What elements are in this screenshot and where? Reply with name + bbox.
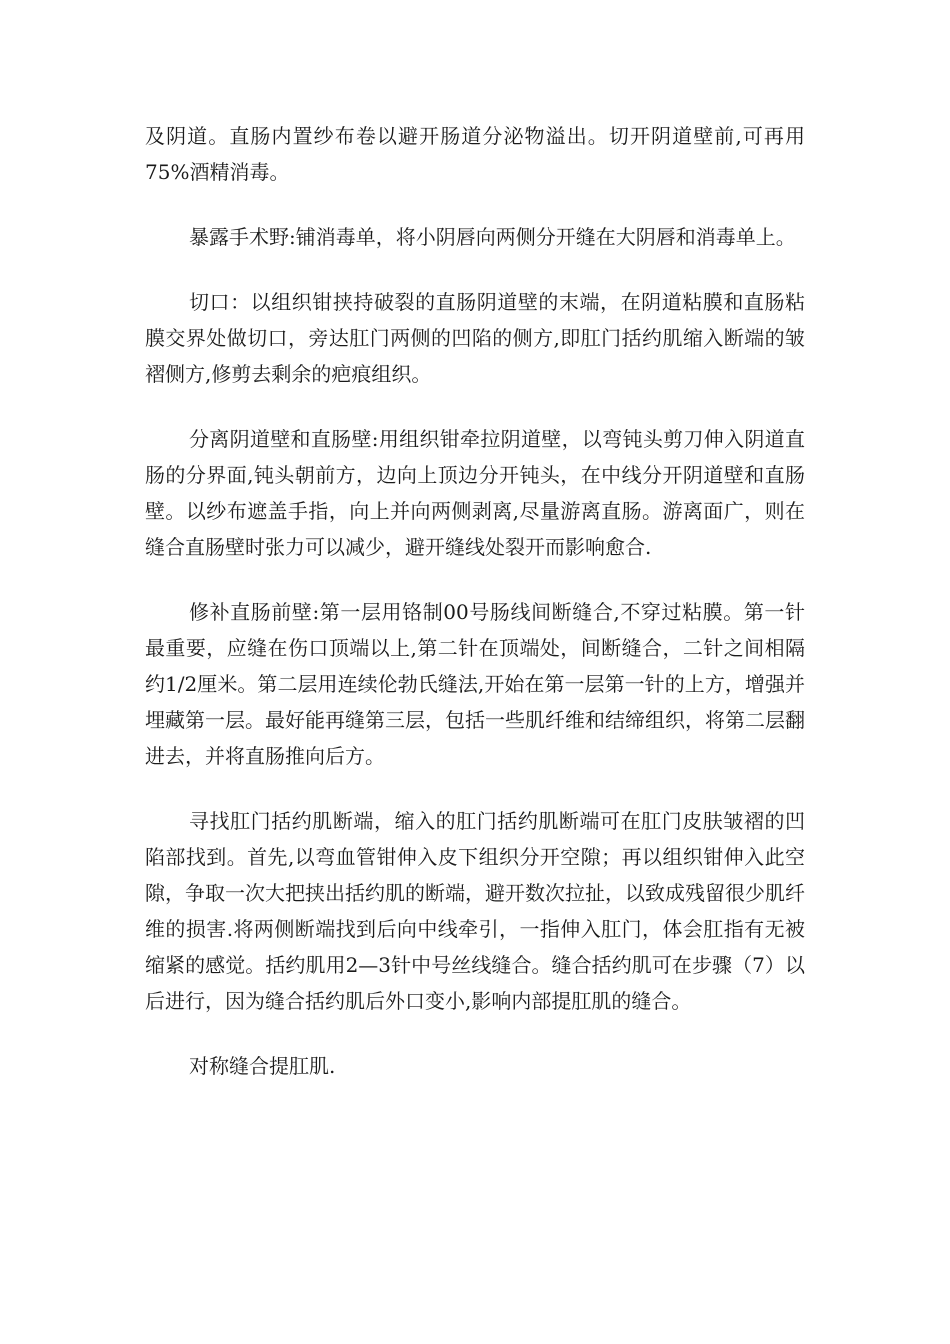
paragraph-expose-surgical-field: 暴露手术野:铺消毒单，将小阴唇向两侧分开缝在大阴唇和消毒单上。 (189, 225, 796, 249)
paragraph-repair-rectal-wall: 修补直肠前壁:第一层用铬制00号肠线间断缝合,不穿过粘膜。第一针最重要，应缝在伤口顶端以上,第二针在顶端处，间断缝合，二针之间相隔约1/2厘米。第二层用连续伦勃氏缝法,开始在第一层第一针的上方，增强并埋藏第一层。最好能再缝第三层，包括一些肌纤维和结缔组织，将第二层翻进去，并将直肠推向后方。 (145, 600, 805, 768)
paragraph-suture-levator: 对称缝合提肛肌. (189, 1054, 336, 1078)
paragraph-separate-walls: 分离阴道壁和直肠壁:用组织钳牵拉阴道壁，以弯钝头剪刀伸入阴道直肠的分界面,钝头朝前方，边向上顶边分开钝头，在中线分开阴道壁和直肠壁。以纱布遮盖手指，向上并向两侧剥离,尽量游离直肠。游离面广，则在缝合直肠壁时张力可以减少，避开缝线处裂开而影响愈合. (145, 427, 805, 559)
paragraph-find-sphincter-ends: 寻找肛门括约肌断端，缩入的肛门括约肌断端可在肛门皮肤皱褶的凹陷部找到。首先,以弯血管钳伸入皮下组织分开空隙；再以组织钳伸入此空隙，争取一次大把挟出括约肌的断端，避开数次拉扯，以致成残留很少肌纤维的损害.将两侧断端找到后向中线牵引，一指伸入肛门，体会肛指有无被缩紧的感觉。括约肌用2—3针中号丝线缝合。缝合括约肌可在步骤（7）以后进行，因为缝合括约肌后外口变小,影响内部提肛肌的缝合。 (145, 809, 805, 1013)
paragraph-incision: 切口：以组织钳挟持破裂的直肠阴道壁的末端，在阴道粘膜和直肠粘膜交界处做切口，旁达肛门两侧的凹陷的侧方,即肛门括约肌缩入断端的皱褶侧方,修剪去剩余的疤痕组织。 (145, 290, 805, 386)
paragraph-continuation: 及阴道。直肠内置纱布卷以避开肠道分泌物溢出。切开阴道壁前,可再用75%酒精消毒。 (145, 124, 805, 184)
document-body (145, 118, 805, 1113)
